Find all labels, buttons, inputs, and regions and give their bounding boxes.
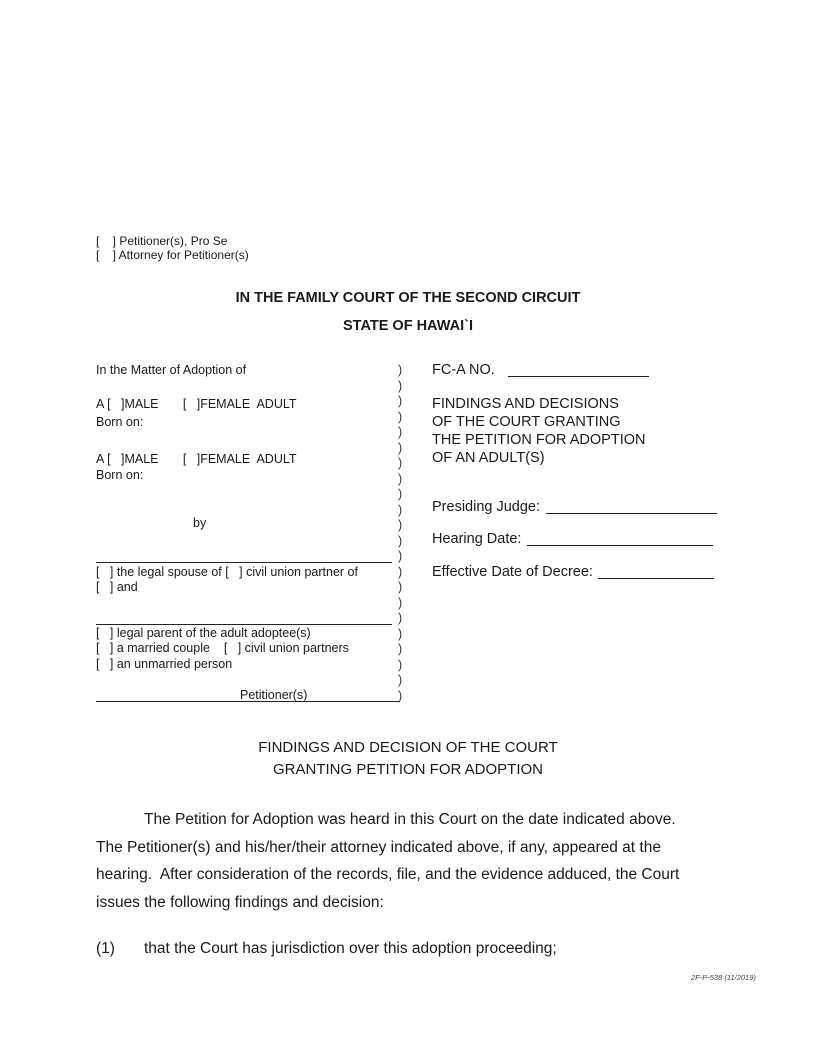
paren: ) [398, 456, 403, 470]
attorney-checkbox-line: [ ] Attorney for Petitioner(s) [96, 248, 249, 262]
state-heading: STATE OF HAWAI`I [343, 318, 473, 334]
paren: ) [398, 425, 403, 439]
paren: ) [398, 564, 403, 579]
form-code: 2F-P-538 (11/2019) [691, 973, 756, 982]
petitioner-name-line-2[interactable] [96, 624, 392, 625]
paren: ) [398, 657, 403, 672]
adoptee1-sex-line: A [ ]MALE [ ]FEMALE ADULT [96, 397, 297, 411]
finding-number: (1) [96, 940, 115, 957]
paren: ) [398, 363, 403, 377]
pro-se-checkbox-line: [ ] Petitioner(s), Pro Se [96, 234, 228, 248]
hearing-date-field[interactable] [527, 545, 713, 546]
paragraph-line-1: The Petition for Adoption was heard in this Court on the date indicated above. [144, 811, 676, 828]
paren: ) [398, 440, 403, 455]
paren: ) [398, 642, 403, 656]
paren: ) [398, 595, 403, 610]
petitioner-name-line-1[interactable] [96, 562, 392, 563]
presiding-judge-field[interactable] [546, 513, 717, 514]
paren: ) [398, 471, 403, 486]
paren: ) [398, 611, 403, 625]
section-title-line-2: GRANTING PETITION FOR ADOPTION [272, 761, 543, 778]
paren: ) [398, 688, 403, 703]
court-name-heading: IN THE FAMILY COURT OF THE SECOND CIRCUIT [235, 290, 581, 306]
finding-text: that the Court has jurisdiction over this adoption proceeding; [144, 940, 557, 957]
type-legal-parent: [ ] legal parent of the adult adoptee(s) [96, 626, 311, 640]
paren: ) [398, 394, 403, 408]
case-number-label: FC-A NO. [432, 362, 495, 378]
paren: ) [398, 378, 403, 393]
effective-date-label: Effective Date of Decree: [432, 564, 593, 580]
paren: ) [398, 673, 403, 687]
paragraph-line-4: issues the following findings and decision: [96, 894, 384, 911]
paragraph-line-3: hearing. After consideration of the records, file, and the evidence adduced, the Court [96, 866, 680, 883]
by-label: by [193, 516, 207, 530]
paren: ) [398, 626, 403, 641]
paren: ) [398, 549, 403, 563]
hearing-date-label: Hearing Date: [432, 531, 522, 547]
paren: ) [398, 518, 403, 532]
matter-label: In the Matter of Adoption of [96, 363, 247, 377]
type-unmarried: [ ] an unmarried person [96, 657, 233, 671]
relation-line-2: [ ] and [96, 580, 138, 594]
paren: ) [398, 580, 403, 594]
effective-date-field[interactable] [598, 578, 714, 579]
adoptee1-born-label: Born on: [96, 415, 144, 429]
paren: ) [398, 487, 403, 501]
petitioners-bottom-line [96, 701, 400, 702]
doc-title-line-2: OF THE COURT GRANTING [432, 414, 621, 430]
case-number-field[interactable] [508, 376, 649, 377]
doc-title-line-1: FINDINGS AND DECISIONS [432, 396, 619, 412]
doc-title-line-3: THE PETITION FOR ADOPTION [432, 432, 646, 448]
doc-title-line-4: OF AN ADULT(S) [432, 450, 545, 466]
relation-line-1: [ ] the legal spouse of [ ] civil union partner of [96, 565, 358, 579]
type-married-or-civil-union: [ ] a married couple [ ] civil union partners [96, 641, 349, 655]
adoptee2-born-label: Born on: [96, 468, 144, 482]
petitioners-label: Petitioner(s) [240, 688, 308, 702]
paragraph-line-2: The Petitioner(s) and his/her/their attorney indicated above, if any, appeared at the [96, 839, 661, 856]
paren: ) [398, 409, 403, 424]
adoptee2-sex-line: A [ ]MALE [ ]FEMALE ADULT [96, 452, 297, 466]
paren: ) [398, 533, 403, 548]
paren: ) [398, 502, 403, 517]
presiding-judge-label: Presiding Judge: [432, 499, 541, 515]
section-title-line-1: FINDINGS AND DECISION OF THE COURT [258, 739, 558, 756]
